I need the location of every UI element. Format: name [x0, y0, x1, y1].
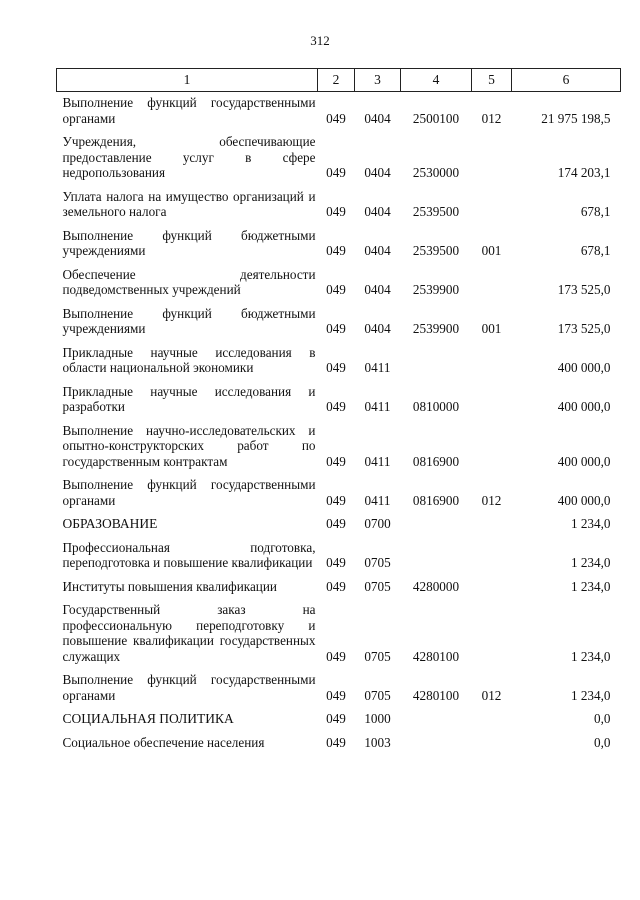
table-row: [57, 664, 621, 703]
row-section-code: 0411: [364, 492, 391, 508]
row-section-code: 0404: [364, 204, 391, 219]
row-target-code: 4280100: [412, 687, 460, 703]
row-amount: 21 975 198,5: [541, 110, 611, 126]
row-ministry-code: 049: [326, 321, 346, 336]
row-target-code: 4280000: [412, 578, 460, 594]
row-section-code: 0700: [364, 516, 391, 531]
row-ministry-code: 049: [326, 282, 346, 297]
row-name-cell: Выполнение научно-исследовательских и опытно-конструкторских работ по государственным контрактам: [62, 422, 316, 469]
table-row: [57, 181, 621, 220]
table-row: [57, 337, 621, 376]
row-name-cell: Прикладные научные исследования и разработки: [62, 383, 316, 414]
row-section-code: 1000: [364, 711, 391, 726]
row-ministry-code: 049: [326, 734, 346, 750]
row-name-cell: Институты повышения квалификации: [62, 578, 277, 594]
row-amount: 1 234,0: [570, 687, 611, 703]
row-section-code: 0705: [364, 555, 391, 570]
row-target-code: 2539500: [412, 204, 460, 219]
table-row: [57, 298, 621, 337]
table-row: [57, 126, 621, 181]
row-amount: 400 000,0: [557, 360, 611, 375]
row-expense-type-code: [472, 727, 512, 751]
row-target-code: [401, 532, 472, 571]
row-section-code: 0705: [364, 687, 391, 703]
row-amount: 1 234,0: [570, 555, 611, 570]
table-row: [57, 727, 621, 751]
row-amount: 1 234,0: [570, 648, 611, 664]
row-amount: 173 525,0: [557, 321, 611, 336]
row-expense-type-code: 012: [481, 110, 502, 126]
row-section-code: 0404: [364, 321, 391, 336]
row-section-code: 1003: [364, 734, 391, 750]
row-amount: 174 203,1: [557, 165, 611, 180]
table-row: [57, 220, 621, 259]
row-expense-type-code: [472, 532, 512, 571]
budget-table: [56, 68, 621, 750]
row-amount: 678,1: [580, 204, 611, 219]
row-amount: 1 234,0: [570, 516, 611, 531]
table-row: [57, 508, 621, 532]
row-expense-type-code: [472, 594, 512, 664]
row-ministry-code: 049: [326, 711, 346, 726]
row-section-code: 0411: [364, 453, 391, 469]
column-header-6: 6: [512, 69, 621, 92]
row-section-code: 0705: [364, 578, 391, 594]
column-header-1: 1: [57, 69, 318, 92]
row-amount: 1 234,0: [570, 578, 611, 594]
row-expense-type-code: [472, 376, 512, 415]
row-ministry-code: 049: [326, 204, 346, 219]
row-target-code: 2539500: [412, 243, 460, 258]
row-section-code: 0404: [364, 282, 391, 297]
row-section-code: 0705: [364, 648, 391, 664]
row-target-code: [401, 337, 472, 376]
table-row: [57, 594, 621, 664]
row-name-cell: Социальное обеспечение населения: [62, 734, 265, 750]
row-target-code: [401, 508, 472, 532]
row-ministry-code: 049: [326, 360, 346, 375]
row-expense-type-code: 001: [481, 243, 502, 258]
row-amount: 400 000,0: [557, 492, 611, 508]
row-name-cell: Выполнение функций бюджетными учреждениями: [62, 227, 316, 258]
row-ministry-code: 049: [326, 555, 346, 570]
row-target-code: [401, 703, 472, 727]
row-target-code: 2530000: [412, 165, 460, 180]
column-header-2: 2: [318, 69, 355, 92]
row-ministry-code: 049: [326, 399, 346, 414]
row-expense-type-code: [472, 415, 512, 470]
row-target-code: 4280100: [412, 648, 460, 664]
table-row: [57, 259, 621, 298]
row-name-cell: Выполнение функций государственными органами: [62, 95, 316, 126]
row-name-cell: Выполнение функций государственными органами: [62, 477, 316, 508]
row-name-cell: Учреждения, обеспечивающие предоставление услуг в сфере недропользования: [62, 134, 316, 180]
row-name-cell: Обеспечение деятельности подведомственных учреждений: [62, 266, 316, 297]
row-expense-type-code: [472, 337, 512, 376]
row-section-code: 0411: [364, 360, 391, 375]
row-section-code: 0404: [364, 165, 391, 180]
table-row: [57, 571, 621, 595]
row-section-code: 0404: [364, 110, 391, 126]
table-row: [57, 532, 621, 571]
row-expense-type-code: [472, 126, 512, 181]
table-body: [57, 92, 621, 751]
row-name-cell: СОЦИАЛЬНАЯ ПОЛИТИКА: [62, 711, 234, 726]
row-amount: 0,0: [594, 711, 611, 726]
row-amount: 400 000,0: [557, 399, 611, 414]
column-header-3: 3: [355, 69, 401, 92]
row-expense-type-code: 001: [481, 321, 502, 336]
row-target-code: 2539900: [412, 282, 460, 297]
column-header-5: 5: [472, 69, 512, 92]
row-expense-type-code: [472, 703, 512, 727]
row-expense-type-code: [472, 259, 512, 298]
row-expense-type-code: [472, 508, 512, 532]
row-section-code: 0411: [364, 399, 391, 414]
row-ministry-code: 049: [326, 687, 346, 703]
table-row: [57, 469, 621, 508]
row-amount: 678,1: [580, 243, 611, 258]
row-amount: 400 000,0: [557, 453, 611, 469]
row-target-code: [401, 727, 472, 751]
row-name-cell: Государственный заказ на профессиональную переподготовку и повышение квалификации государственных служащих: [62, 602, 316, 664]
row-expense-type-code: 012: [481, 492, 502, 508]
table-row: [57, 703, 621, 727]
table-row: [57, 92, 621, 127]
row-name-cell: Уплата налога на имущество организаций и земельного налога: [62, 188, 316, 219]
row-expense-type-code: [472, 571, 512, 595]
row-ministry-code: 049: [326, 243, 346, 258]
row-name-cell: ОБРАЗОВАНИЕ: [62, 516, 158, 531]
row-name-cell: Профессиональная подготовка, переподготовка и повышение квалификации: [62, 539, 316, 570]
row-name-cell: Выполнение функций бюджетными учреждениями: [62, 305, 316, 336]
row-expense-type-code: [472, 181, 512, 220]
column-header-4: 4: [401, 69, 472, 92]
row-target-code: 2500100: [412, 110, 460, 126]
row-target-code: 0816900: [412, 492, 460, 508]
page-number: 312: [310, 33, 330, 48]
row-name-cell: Прикладные научные исследования в области национальной экономики: [62, 344, 316, 375]
row-amount: 0,0: [594, 734, 611, 750]
row-ministry-code: 049: [326, 516, 346, 531]
row-ministry-code: 049: [326, 165, 346, 180]
row-amount: 173 525,0: [557, 282, 611, 297]
row-section-code: 0404: [364, 243, 391, 258]
row-ministry-code: 049: [326, 492, 346, 508]
row-ministry-code: 049: [326, 648, 346, 664]
row-target-code: 0810000: [412, 399, 460, 414]
row-ministry-code: 049: [326, 453, 346, 469]
row-target-code: 2539900: [412, 321, 460, 336]
row-name-cell: Выполнение функций государственными органами: [62, 672, 316, 703]
row-ministry-code: 049: [326, 110, 346, 126]
table-row: [57, 415, 621, 470]
row-ministry-code: 049: [326, 578, 346, 594]
row-expense-type-code: 012: [481, 687, 502, 703]
table-header: [57, 69, 621, 92]
row-target-code: 0816900: [412, 453, 460, 469]
header-row: [57, 69, 621, 92]
table-row: [57, 376, 621, 415]
